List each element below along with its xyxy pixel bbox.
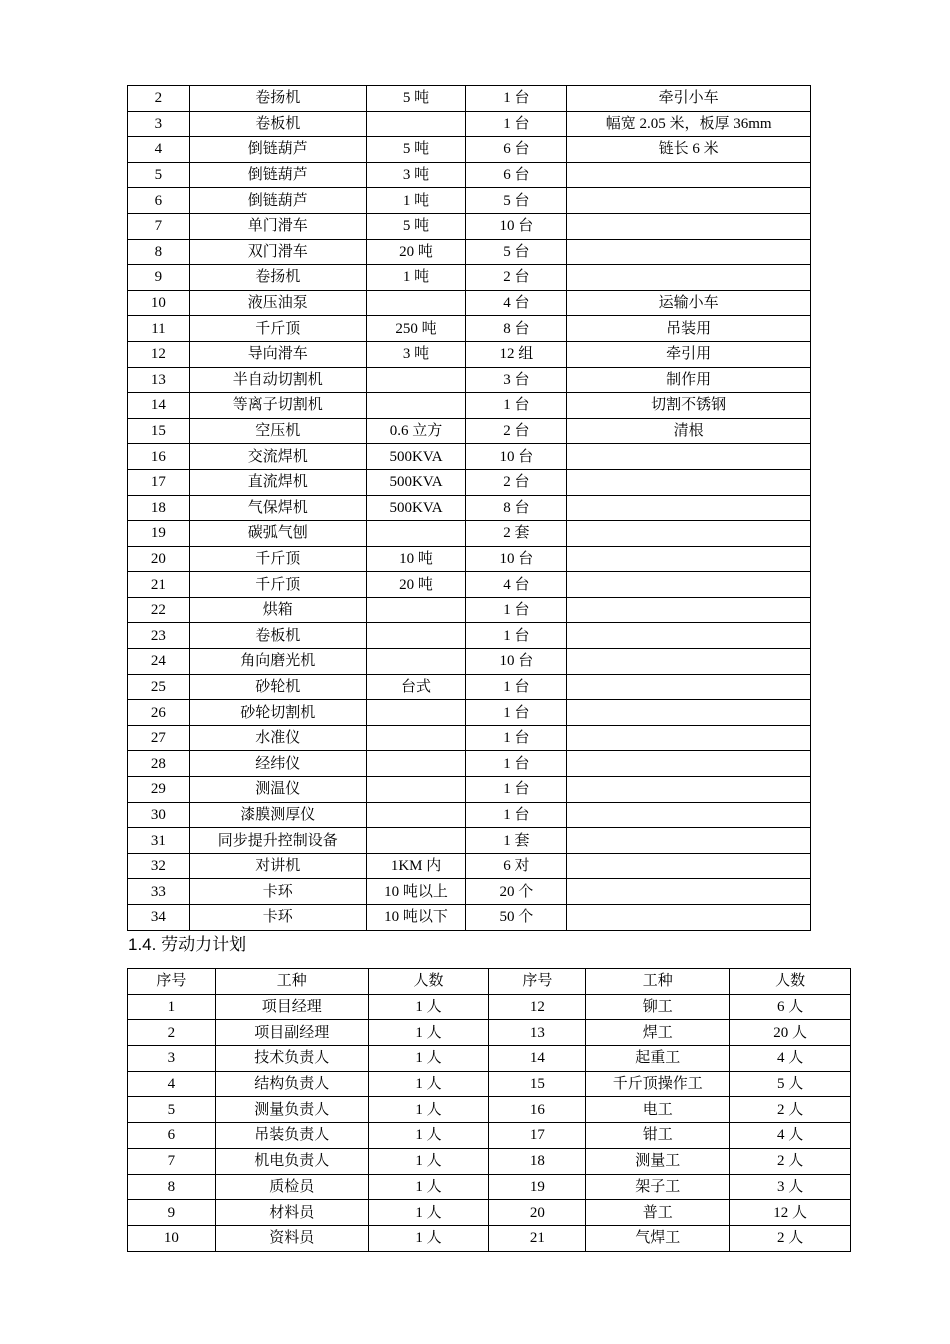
cell-index: 10 (128, 290, 190, 316)
cell-index: 1 (128, 994, 216, 1020)
cell-spec: 5 吨 (366, 213, 466, 239)
cell-headcount: 2 人 (730, 1225, 851, 1251)
cell-equipment-name: 空压机 (189, 418, 366, 444)
cell-headcount: 12 人 (730, 1200, 851, 1226)
header-headcount: 人数 (730, 969, 851, 995)
cell-index: 2 (128, 86, 190, 112)
cell-headcount: 1 人 (368, 1148, 489, 1174)
equipment-row (128, 137, 811, 163)
cell-equipment-name: 水准仪 (189, 725, 366, 751)
cell-remark (567, 444, 811, 470)
cell-remark: 幅宽 2.05 米，板厚 36mm (567, 111, 811, 137)
equipment-row (128, 751, 811, 777)
cell-spec: 1KM 内 (366, 853, 466, 879)
cell-remark (567, 546, 811, 572)
cell-trade: 起重工 (586, 1046, 730, 1072)
cell-spec: 20 吨 (366, 572, 466, 598)
cell-equipment-name: 倒链葫芦 (189, 137, 366, 163)
section-heading-labor-plan: 1.4. 劳动力计划 (128, 935, 247, 954)
cell-headcount: 1 人 (368, 1200, 489, 1226)
labor-row (128, 1200, 851, 1226)
cell-spec: 10 吨 (366, 546, 466, 572)
cell-quantity: 2 套 (466, 521, 567, 547)
cell-equipment-name: 卡环 (189, 879, 366, 905)
cell-spec: 10 吨以上 (366, 879, 466, 905)
labor-row (128, 1020, 851, 1046)
labor-row (128, 1046, 851, 1072)
cell-quantity: 2 台 (466, 265, 567, 291)
equipment-row (128, 188, 811, 214)
cell-headcount: 1 人 (368, 1020, 489, 1046)
cell-trade: 电工 (586, 1097, 730, 1123)
cell-spec (366, 777, 466, 803)
header-trade: 工种 (215, 969, 368, 995)
cell-trade: 质检员 (215, 1174, 368, 1200)
equipment-row (128, 213, 811, 239)
cell-headcount: 2 人 (730, 1097, 851, 1123)
cell-headcount: 1 人 (368, 1046, 489, 1072)
labor-table-body (128, 994, 851, 1251)
equipment-row (128, 290, 811, 316)
cell-index: 12 (489, 994, 586, 1020)
cell-headcount: 1 人 (368, 1123, 489, 1149)
equipment-row (128, 649, 811, 675)
cell-equipment-name: 砂轮切割机 (189, 700, 366, 726)
cell-index: 25 (128, 674, 190, 700)
cell-spec: 500KVA (366, 444, 466, 470)
cell-quantity: 10 台 (466, 649, 567, 675)
cell-index: 26 (128, 700, 190, 726)
equipment-row (128, 469, 811, 495)
cell-equipment-name: 交流焊机 (189, 444, 366, 470)
cell-quantity: 6 台 (466, 137, 567, 163)
cell-equipment-name: 倒链葫芦 (189, 162, 366, 188)
labor-row (128, 1097, 851, 1123)
equipment-row (128, 828, 811, 854)
labor-row (128, 1174, 851, 1200)
cell-remark (567, 828, 811, 854)
cell-index: 6 (128, 1123, 216, 1149)
cell-spec (366, 700, 466, 726)
cell-index: 4 (128, 137, 190, 163)
cell-trade: 千斤顶操作工 (586, 1071, 730, 1097)
cell-index: 3 (128, 1046, 216, 1072)
cell-quantity: 4 台 (466, 290, 567, 316)
equipment-row (128, 777, 811, 803)
cell-index: 16 (489, 1097, 586, 1123)
cell-trade: 架子工 (586, 1174, 730, 1200)
cell-quantity: 1 套 (466, 828, 567, 854)
cell-remark (567, 751, 811, 777)
cell-equipment-name: 千斤顶 (189, 572, 366, 598)
cell-remark (567, 879, 811, 905)
cell-remark (567, 521, 811, 547)
equipment-row (128, 623, 811, 649)
cell-trade: 技术负责人 (215, 1046, 368, 1072)
cell-quantity: 8 台 (466, 495, 567, 521)
cell-spec (366, 290, 466, 316)
cell-index: 13 (128, 367, 190, 393)
equipment-row (128, 725, 811, 751)
cell-quantity: 1 台 (466, 393, 567, 419)
equipment-row (128, 111, 811, 137)
cell-index: 23 (128, 623, 190, 649)
cell-equipment-name: 卷扬机 (189, 265, 366, 291)
cell-remark: 运输小车 (567, 290, 811, 316)
cell-index: 14 (128, 393, 190, 419)
cell-remark (567, 674, 811, 700)
cell-equipment-name: 千斤顶 (189, 546, 366, 572)
cell-quantity: 1 台 (466, 802, 567, 828)
cell-spec (366, 367, 466, 393)
cell-index: 5 (128, 1097, 216, 1123)
cell-index: 15 (489, 1071, 586, 1097)
cell-trade: 铆工 (586, 994, 730, 1020)
cell-equipment-name: 漆膜测厚仪 (189, 802, 366, 828)
cell-index: 4 (128, 1071, 216, 1097)
equipment-row (128, 546, 811, 572)
labor-row (128, 1148, 851, 1174)
cell-headcount: 1 人 (368, 994, 489, 1020)
header-index: 序号 (128, 969, 216, 995)
cell-trade: 测量工 (586, 1148, 730, 1174)
cell-spec (366, 623, 466, 649)
equipment-table-body (128, 86, 811, 931)
cell-equipment-name: 角向磨光机 (189, 649, 366, 675)
cell-index: 2 (128, 1020, 216, 1046)
cell-index: 20 (489, 1200, 586, 1226)
cell-index: 14 (489, 1046, 586, 1072)
equipment-row (128, 853, 811, 879)
cell-trade: 资料员 (215, 1225, 368, 1251)
cell-index: 7 (128, 213, 190, 239)
cell-trade: 机电负责人 (215, 1148, 368, 1174)
cell-remark (567, 623, 811, 649)
cell-quantity: 6 台 (466, 162, 567, 188)
cell-index: 29 (128, 777, 190, 803)
cell-spec (366, 111, 466, 137)
cell-index: 10 (128, 1225, 216, 1251)
cell-trade: 钳工 (586, 1123, 730, 1149)
cell-spec (366, 751, 466, 777)
cell-equipment-name: 单门滑车 (189, 213, 366, 239)
cell-index: 9 (128, 265, 190, 291)
equipment-row (128, 700, 811, 726)
cell-trade: 测量负责人 (215, 1097, 368, 1123)
cell-equipment-name: 双门滑车 (189, 239, 366, 265)
cell-index: 13 (489, 1020, 586, 1046)
cell-index: 5 (128, 162, 190, 188)
cell-quantity: 2 台 (466, 418, 567, 444)
cell-remark (567, 469, 811, 495)
cell-index: 17 (489, 1123, 586, 1149)
cell-index: 8 (128, 239, 190, 265)
cell-equipment-name: 卷扬机 (189, 86, 366, 112)
cell-equipment-name: 卡环 (189, 905, 366, 931)
cell-equipment-name: 导向滑车 (189, 341, 366, 367)
equipment-row (128, 316, 811, 342)
cell-quantity: 1 台 (466, 751, 567, 777)
cell-remark: 制作用 (567, 367, 811, 393)
cell-headcount: 20 人 (730, 1020, 851, 1046)
cell-headcount: 1 人 (368, 1097, 489, 1123)
cell-spec (366, 597, 466, 623)
cell-headcount: 5 人 (730, 1071, 851, 1097)
cell-remark (567, 162, 811, 188)
equipment-row (128, 802, 811, 828)
cell-quantity: 1 台 (466, 597, 567, 623)
equipment-row (128, 597, 811, 623)
cell-quantity: 1 台 (466, 86, 567, 112)
cell-remark: 牵引用 (567, 341, 811, 367)
cell-remark (567, 239, 811, 265)
cell-remark: 牵引小车 (567, 86, 811, 112)
cell-quantity: 1 台 (466, 674, 567, 700)
equipment-row (128, 393, 811, 419)
cell-equipment-name: 碳弧气刨 (189, 521, 366, 547)
equipment-row (128, 521, 811, 547)
cell-index: 24 (128, 649, 190, 675)
cell-remark (567, 495, 811, 521)
cell-spec (366, 828, 466, 854)
cell-quantity: 20 个 (466, 879, 567, 905)
equipment-row (128, 879, 811, 905)
cell-equipment-name: 对讲机 (189, 853, 366, 879)
cell-quantity: 10 台 (466, 546, 567, 572)
cell-index: 30 (128, 802, 190, 828)
cell-quantity: 10 台 (466, 213, 567, 239)
cell-quantity: 12 组 (466, 341, 567, 367)
cell-remark (567, 777, 811, 803)
cell-spec: 5 吨 (366, 137, 466, 163)
cell-quantity: 4 台 (466, 572, 567, 598)
cell-index: 21 (489, 1225, 586, 1251)
cell-headcount: 4 人 (730, 1123, 851, 1149)
cell-equipment-name: 千斤顶 (189, 316, 366, 342)
cell-headcount: 3 人 (730, 1174, 851, 1200)
cell-quantity: 8 台 (466, 316, 567, 342)
cell-remark (567, 649, 811, 675)
cell-spec: 1 吨 (366, 265, 466, 291)
cell-quantity: 1 台 (466, 725, 567, 751)
cell-headcount: 1 人 (368, 1174, 489, 1200)
cell-spec: 台式 (366, 674, 466, 700)
cell-index: 32 (128, 853, 190, 879)
cell-equipment-name: 经纬仪 (189, 751, 366, 777)
header-headcount: 人数 (368, 969, 489, 995)
cell-spec (366, 649, 466, 675)
cell-index: 22 (128, 597, 190, 623)
cell-index: 19 (128, 521, 190, 547)
cell-headcount: 6 人 (730, 994, 851, 1020)
cell-remark: 链长 6 米 (567, 137, 811, 163)
cell-trade: 项目副经理 (215, 1020, 368, 1046)
cell-spec: 10 吨以下 (366, 905, 466, 931)
cell-spec (366, 802, 466, 828)
cell-quantity: 6 对 (466, 853, 567, 879)
cell-equipment-name: 倒链葫芦 (189, 188, 366, 214)
cell-equipment-name: 直流焊机 (189, 469, 366, 495)
cell-quantity: 10 台 (466, 444, 567, 470)
cell-index: 18 (128, 495, 190, 521)
cell-index: 6 (128, 188, 190, 214)
equipment-row (128, 495, 811, 521)
cell-quantity: 1 台 (466, 777, 567, 803)
cell-quantity: 1 台 (466, 700, 567, 726)
header-trade: 工种 (586, 969, 730, 995)
cell-spec: 500KVA (366, 495, 466, 521)
cell-index: 19 (489, 1174, 586, 1200)
cell-equipment-name: 同步提升控制设备 (189, 828, 366, 854)
cell-quantity: 5 台 (466, 188, 567, 214)
cell-spec: 3 吨 (366, 162, 466, 188)
labor-row (128, 1071, 851, 1097)
cell-index: 16 (128, 444, 190, 470)
cell-remark: 吊装用 (567, 316, 811, 342)
cell-remark (567, 265, 811, 291)
cell-index: 3 (128, 111, 190, 137)
cell-equipment-name: 液压油泵 (189, 290, 366, 316)
header-index: 序号 (489, 969, 586, 995)
cell-equipment-name: 测温仪 (189, 777, 366, 803)
equipment-row (128, 572, 811, 598)
labor-plan-table (127, 968, 851, 1252)
cell-quantity: 50 个 (466, 905, 567, 931)
cell-index: 34 (128, 905, 190, 931)
cell-index: 18 (489, 1148, 586, 1174)
cell-remark (567, 213, 811, 239)
cell-remark: 切割不锈钢 (567, 393, 811, 419)
cell-remark (567, 188, 811, 214)
labor-header-row (128, 969, 851, 995)
cell-equipment-name: 烘箱 (189, 597, 366, 623)
cell-headcount: 1 人 (368, 1225, 489, 1251)
cell-remark (567, 700, 811, 726)
cell-index: 20 (128, 546, 190, 572)
cell-trade: 结构负责人 (215, 1071, 368, 1097)
cell-remark (567, 853, 811, 879)
equipment-row (128, 341, 811, 367)
cell-quantity: 5 台 (466, 239, 567, 265)
cell-remark (567, 725, 811, 751)
labor-row (128, 994, 851, 1020)
cell-remark (567, 905, 811, 931)
cell-equipment-name: 气保焊机 (189, 495, 366, 521)
cell-spec: 1 吨 (366, 188, 466, 214)
cell-index: 15 (128, 418, 190, 444)
equipment-row (128, 674, 811, 700)
cell-index: 7 (128, 1148, 216, 1174)
cell-spec (366, 521, 466, 547)
equipment-row (128, 265, 811, 291)
cell-equipment-name: 卷板机 (189, 623, 366, 649)
cell-spec (366, 393, 466, 419)
cell-index: 33 (128, 879, 190, 905)
cell-headcount: 2 人 (730, 1148, 851, 1174)
cell-trade: 项目经理 (215, 994, 368, 1020)
cell-quantity: 1 台 (466, 623, 567, 649)
cell-remark (567, 597, 811, 623)
cell-spec: 20 吨 (366, 239, 466, 265)
cell-trade: 普工 (586, 1200, 730, 1226)
cell-headcount: 4 人 (730, 1046, 851, 1072)
labor-row (128, 1123, 851, 1149)
cell-equipment-name: 半自动切割机 (189, 367, 366, 393)
cell-remark: 清根 (567, 418, 811, 444)
equipment-row (128, 86, 811, 112)
cell-trade: 焊工 (586, 1020, 730, 1046)
cell-index: 31 (128, 828, 190, 854)
cell-headcount: 1 人 (368, 1071, 489, 1097)
cell-index: 27 (128, 725, 190, 751)
cell-index: 28 (128, 751, 190, 777)
cell-remark (567, 802, 811, 828)
equipment-row (128, 444, 811, 470)
cell-spec: 250 吨 (366, 316, 466, 342)
equipment-row (128, 367, 811, 393)
cell-trade: 材料员 (215, 1200, 368, 1226)
cell-spec: 0.6 立方 (366, 418, 466, 444)
cell-equipment-name: 等离子切割机 (189, 393, 366, 419)
equipment-row (128, 239, 811, 265)
cell-equipment-name: 砂轮机 (189, 674, 366, 700)
cell-spec: 5 吨 (366, 86, 466, 112)
cell-trade: 气焊工 (586, 1225, 730, 1251)
labor-row (128, 1225, 851, 1251)
cell-index: 21 (128, 572, 190, 598)
cell-quantity: 2 台 (466, 469, 567, 495)
equipment-row (128, 162, 811, 188)
cell-equipment-name: 卷板机 (189, 111, 366, 137)
cell-index: 8 (128, 1174, 216, 1200)
equipment-row (128, 418, 811, 444)
cell-spec: 500KVA (366, 469, 466, 495)
cell-trade: 吊装负责人 (215, 1123, 368, 1149)
cell-quantity: 1 台 (466, 111, 567, 137)
cell-index: 12 (128, 341, 190, 367)
cell-remark (567, 572, 811, 598)
cell-index: 11 (128, 316, 190, 342)
equipment-table (127, 85, 811, 931)
equipment-row (128, 905, 811, 931)
cell-quantity: 3 台 (466, 367, 567, 393)
cell-index: 17 (128, 469, 190, 495)
cell-index: 9 (128, 1200, 216, 1226)
cell-spec: 3 吨 (366, 341, 466, 367)
cell-spec (366, 725, 466, 751)
